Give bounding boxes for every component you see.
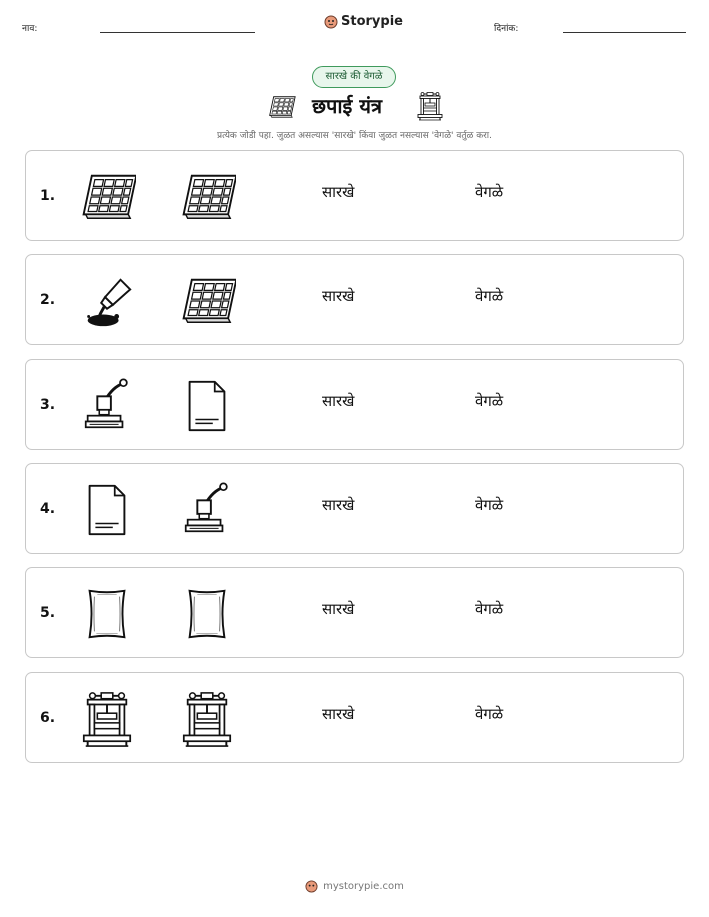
hand-press-icon xyxy=(178,481,236,539)
question-card xyxy=(25,254,684,345)
question-number: 5. xyxy=(40,605,56,622)
different-option[interactable]: वेगळे xyxy=(475,287,504,306)
same-option[interactable]: सारखे xyxy=(322,495,355,514)
printing-press-icon xyxy=(78,690,136,748)
different-option[interactable]: वेगळे xyxy=(475,391,504,410)
same-option[interactable]: सारखे xyxy=(322,391,355,410)
question-number: 1. xyxy=(40,188,56,204)
paper-stack-icon xyxy=(78,585,136,643)
question-card xyxy=(25,567,684,658)
category-tag: सारखे की वेगळे xyxy=(312,66,396,88)
paper-sheet-icon xyxy=(78,481,136,539)
question-number: 3. xyxy=(40,396,56,413)
brand-name: Storypie xyxy=(341,14,403,29)
storypie-mascot-icon xyxy=(324,15,338,29)
question-number: 4. xyxy=(40,500,56,517)
brand-logo xyxy=(324,14,403,29)
same-option[interactable]: सारखे xyxy=(322,600,355,619)
name-label: नाव: xyxy=(22,24,38,34)
same-option[interactable]: सारखे xyxy=(322,287,355,306)
page-title: छपाई यंत्र xyxy=(312,94,382,118)
printing-press-icon xyxy=(178,690,236,748)
type-tray-icon xyxy=(178,168,236,226)
date-field[interactable] xyxy=(563,32,686,33)
question-card xyxy=(25,150,684,241)
different-option[interactable]: वेगळे xyxy=(475,704,504,723)
same-option[interactable]: सारखे xyxy=(322,704,355,723)
hand-press-icon xyxy=(78,377,136,435)
footer xyxy=(0,880,709,893)
same-option[interactable]: सारखे xyxy=(322,183,355,201)
question-number: 2. xyxy=(40,292,56,309)
question-card xyxy=(25,359,684,450)
type-tray-icon xyxy=(178,272,236,330)
type-tray-icon xyxy=(78,168,136,226)
ink-tube-icon xyxy=(78,272,136,330)
different-option[interactable]: वेगळे xyxy=(475,600,504,619)
header xyxy=(0,14,709,38)
name-field[interactable] xyxy=(100,32,255,33)
storypie-mascot-icon xyxy=(305,880,318,893)
different-option[interactable]: वेगळे xyxy=(475,495,504,514)
paper-sheet-icon xyxy=(178,377,236,435)
footer-url: mystorypie.com xyxy=(323,881,404,892)
instructions: प्रत्येक जोडी पहा. जुळत असल्यास 'सारखे' किंवा जुळत नसल्यास 'वेगळे' वर्तुळ करा. xyxy=(216,131,492,141)
different-option[interactable]: वेगळे xyxy=(475,183,504,201)
question-number: 6. xyxy=(40,709,56,726)
paper-stack-icon xyxy=(178,585,236,643)
printing-press-icon xyxy=(415,91,445,121)
question-card xyxy=(25,672,684,763)
type-tray-icon xyxy=(266,93,296,121)
date-label: दिनांक: xyxy=(494,24,519,34)
question-card xyxy=(25,463,684,554)
title-row xyxy=(0,90,709,120)
